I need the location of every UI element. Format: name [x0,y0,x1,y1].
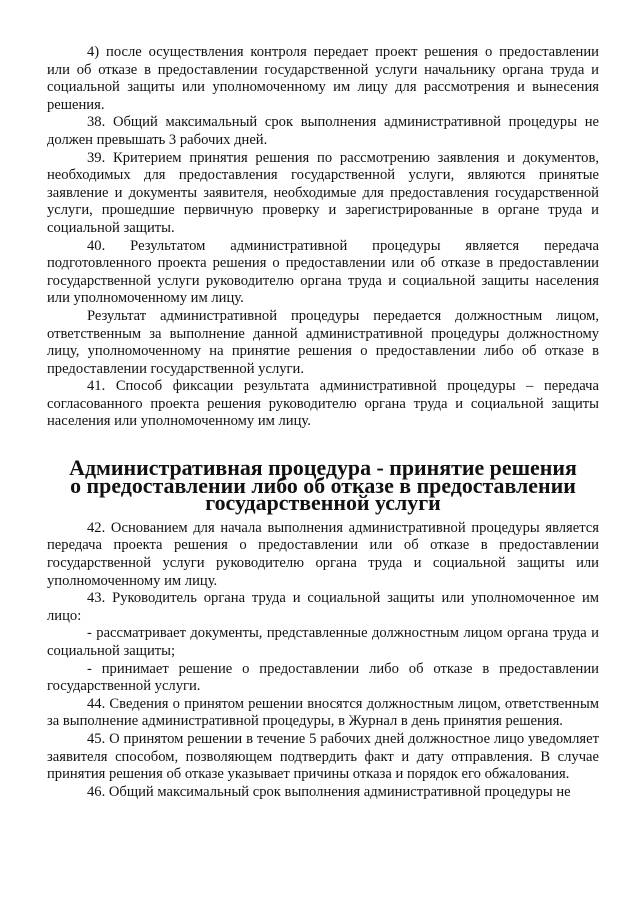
paragraph-40: 40. Результатом административной процедуры является передача подготовленного проекта решения о предоставлении или об отказе в предоставлении государственной услуги руководителю органа труда и социальной защиты населения или уполномоченному им лицу. [47,237,599,307]
paragraph-40-result: Результат административной процедуры передается должностным лицом, ответственным за выполнение данной административной процедуры должностному лицу, уполномоченному на принятие решения о предоставлении либо об отказе в предоставлении государственной услуги. [47,307,599,377]
paragraph-44: 44. Сведения о принятом решении вносятся должностным лицом, ответственным за выполнение административной процедуры, в Журнал в день принятия решения. [47,695,599,730]
paragraph-46: 46. Общий максимальный срок выполнения административной процедуры не [87,783,571,800]
section-heading-line-3: государственной услуги [205,490,441,516]
paragraph-39: 39. Критерием принятия решения по рассмотрению заявления и документов, необходимых для предоставления государственной услуги, являются принятые заявление и документы заявителя, необходимые для предоставления государственной услуги, прошедшие первичную проверку и зарегистрированные в органе труда и социальной защиты. [47,149,599,236]
section-heading-line-2: о предоставлении либо об отказе в предоставлении [70,472,576,498]
paragraph-42: 42. Основанием для начала выполнения административной процедуры является передача проекта решения о предоставлении или об отказе в предоставлении государственной услуги руководителю органа труда и социальной защиты или уполномоченному им лицу. [47,519,599,589]
paragraph-43-item-1: - рассматривает документы, представленные должностным лицом органа труда и социальной защиты; [47,625,599,659]
paragraph-45: 45. О принятом решении в течение 5 рабочих дней должностное лицо уведомляет заявителя способом, позволяющем подтвердить факт и дату отправления. В случае принятия решения об отказе указывает причины отказа и порядок его обжалования. [47,730,599,783]
paragraph-item-4: 4) после осуществления контроля передает проект решения о предоставлении или об отказе в предоставлении государственной услуги начальнику органа труда и социальной защиты или уполномоченному им лицу для рассмотрения и вынесения решения. [47,44,599,113]
paragraph-41: 41. Способ фиксации результата административной процедуры – передача согласованного проекта решения руководителю органа труда и социальной защиты населения или уполномоченному им лицу. [47,378,599,430]
paragraph-43-item-2: - принимает решение о предоставлении либо об отказе в предоставлении государственной услуги. [47,660,599,695]
section-heading [47,455,599,516]
section-heading-line-1: Административная процедура - принятие решения [69,455,577,481]
document-page [47,44,599,801]
paragraph-38: 38. Общий максимальный срок выполнения административной процедуры не должен превышать 3 рабочих дней. [47,114,599,148]
paragraph-43: 43. Руководитель органа труда и социальной защиты или уполномоченное им лицо: [47,590,599,624]
